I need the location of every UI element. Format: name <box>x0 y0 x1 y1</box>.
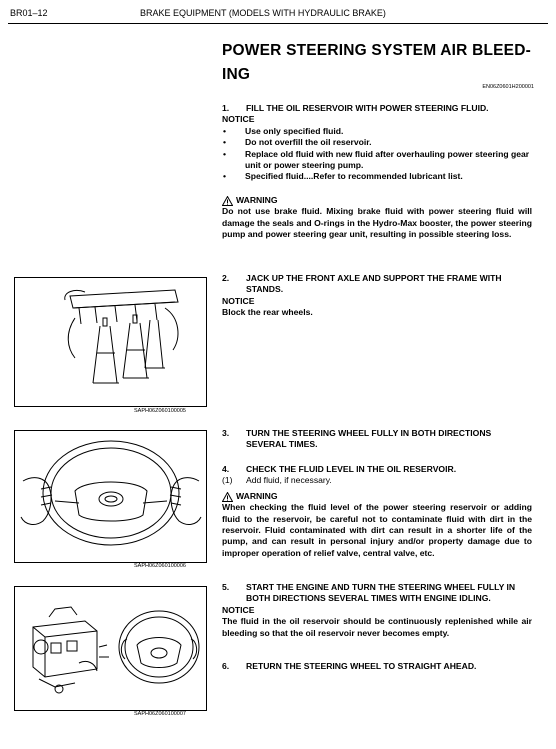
warning-icon <box>222 492 233 502</box>
engine-steering-illustration <box>15 587 206 710</box>
step-6 <box>222 661 532 672</box>
steering-wheel-illustration <box>15 431 206 562</box>
step-4-warning-text: When checking the fluid level of the power steering reservoir or adding fluid to the reservoir, be careful not to contaminate fluid with dirt in the reservoir. Fluid contaminated with dirt can result in a shorter life of the pump, and can result in personal injury and/or property damage due to improper operation of relief valve, central valve, etc. <box>222 502 532 558</box>
figure-steering-wheel <box>14 430 207 563</box>
jack-stands-illustration <box>15 278 206 406</box>
title-line-2: ING <box>222 66 251 83</box>
warning-icon <box>222 196 233 206</box>
bullet-item: • Replace old fluid with new fluid after overhauling power steering gear unit or power steering pump. <box>223 148 530 171</box>
step-5-heading <box>222 582 532 605</box>
step-2-heading <box>222 273 532 296</box>
step-4-heading <box>222 464 532 475</box>
step-6-heading <box>222 661 532 672</box>
title-code: EN06Z0601H200001 <box>482 84 534 90</box>
step-4-sub-num: (1) <box>222 475 233 486</box>
step-3-text: TURN THE STEERING WHEEL FULLY IN BOTH DIRECTIONS SEVERAL TIMES. <box>246 428 492 450</box>
step-4-substep <box>222 475 532 486</box>
step-1-warning-title <box>222 195 532 206</box>
step-1 <box>222 103 532 240</box>
step-5-num: 5. <box>222 582 230 592</box>
step-1-notice-label: NOTICE <box>222 114 255 125</box>
step-5-text: START THE ENGINE AND TURN THE STEERING WHEEL FULLY IN BOTH DIRECTIONS SEVERAL TIMES WITH ENGINE IDLING. <box>246 582 516 604</box>
step-2-notice-text: Block the rear wheels. <box>222 307 313 318</box>
step-4-warning-title <box>222 491 532 502</box>
figure-2-code: SAPH06Z060100006 <box>134 563 186 569</box>
step-4 <box>222 464 532 559</box>
step-1-heading <box>222 103 532 114</box>
bullet-item: • Use only specified fluid. <box>223 125 344 136</box>
step-5-notice-label: NOTICE <box>222 604 255 615</box>
step-4-sub-text: Add fluid, if necessary. <box>246 475 332 486</box>
step-2 <box>222 273 532 319</box>
title-line-1: POWER STEERING SYSTEM AIR BLEED- <box>222 42 531 59</box>
step-2-notice-label: NOTICE <box>222 295 255 306</box>
step-4-warning-label: WARNING <box>236 490 278 501</box>
step-3-num: 3. <box>222 428 230 438</box>
figure-engine-steering <box>14 586 207 711</box>
step-1-warning-text: Do not use brake fluid. Mixing brake fluid with power steering fluid will damage the seals and O-rings in the Hydro-Max booster, the power steering pump and power steering gear unit, resulting in possible steering loss. <box>222 206 532 240</box>
step-1-warning-label: WARNING <box>236 194 278 205</box>
step-4-text: CHECK THE FLUID LEVEL IN THE OIL RESERVOIR. <box>246 464 457 474</box>
step-1-num: 1. <box>222 103 230 113</box>
figure-jack-stands <box>14 277 207 407</box>
step-3-heading <box>222 428 532 451</box>
header-rule <box>8 23 548 24</box>
step-2-num: 2. <box>222 273 230 283</box>
step-1-text: FILL THE OIL RESERVOIR WITH POWER STEERING FLUID. <box>246 103 489 113</box>
figure-1-code: SAPH06Z060100005 <box>134 408 186 414</box>
bullet-item: • Do not overfill the oil reservoir. <box>223 137 372 148</box>
step-5-notice-text: The fluid in the oil reservoir should be continuously replenished while air bleeding so that the oil reservoir never becomes empty. <box>222 616 532 638</box>
bullet-item: • Specified fluid....Refer to recommended lubricant list. <box>223 171 463 182</box>
step-2-text: JACK UP THE FRONT AXLE AND SUPPORT THE FRAME WITH STANDS. <box>246 273 502 295</box>
section-title: BRAKE EQUIPMENT (MODELS WITH HYDRAULIC BRAKE) <box>140 8 386 18</box>
page-id: BR01–12 <box>10 8 48 18</box>
step-4-num: 4. <box>222 464 230 474</box>
step-5 <box>222 582 532 639</box>
step-6-num: 6. <box>222 661 230 671</box>
figure-3-code: SAPH06Z060100007 <box>134 711 186 717</box>
step-3 <box>222 428 532 451</box>
step-6-text: RETURN THE STEERING WHEEL TO STRAIGHT AHEAD. <box>246 661 477 671</box>
page-title <box>222 39 542 87</box>
